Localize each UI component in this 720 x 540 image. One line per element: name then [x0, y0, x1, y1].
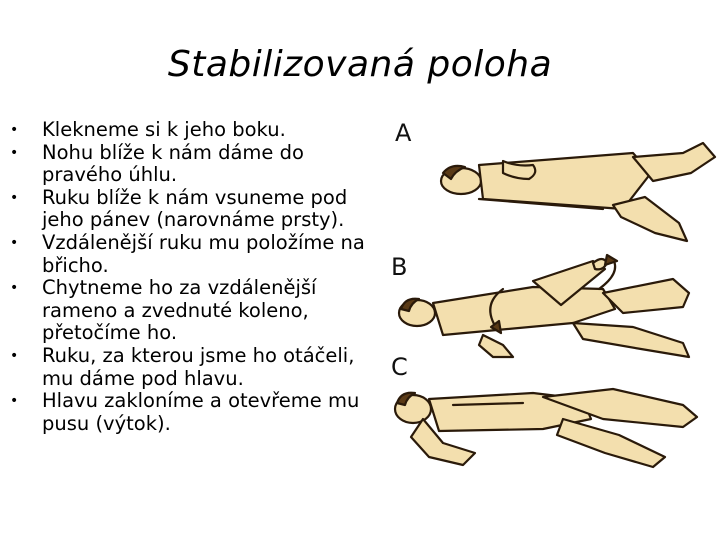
- label-b: B: [391, 253, 408, 281]
- figure-a-illustration: [441, 143, 715, 241]
- recovery-position-illustration: [383, 113, 720, 470]
- step-item: • Klekneme si k jeho boku.: [10, 119, 380, 142]
- label-a: A: [395, 119, 412, 147]
- figure-c-illustration: [395, 389, 697, 467]
- step-item: • Ruku blíže k nám vsuneme pod jeho pánev (narovnáme prsty).: [10, 187, 380, 232]
- slide-title: Stabilizovaná poloha: [167, 44, 553, 85]
- step-item: • Nohu blíže k nám dáme do pravého úhlu.: [10, 142, 380, 187]
- figure-b-illustration: [399, 255, 689, 357]
- step-item: • Vzdálenější ruku mu položíme na břicho.: [10, 232, 380, 277]
- step-item: • Hlavu zakloníme a otevřeme mu pusu (výtok).: [10, 390, 380, 435]
- step-item: • Ruku, za kterou jsme ho otáčeli, mu dáme pod hlavu.: [10, 345, 380, 390]
- label-c: C: [391, 353, 408, 381]
- steps-list: [10, 119, 380, 435]
- step-item: • Chytneme ho za vzdálenější rameno a zvednuté koleno, přetočíme ho.: [10, 277, 380, 345]
